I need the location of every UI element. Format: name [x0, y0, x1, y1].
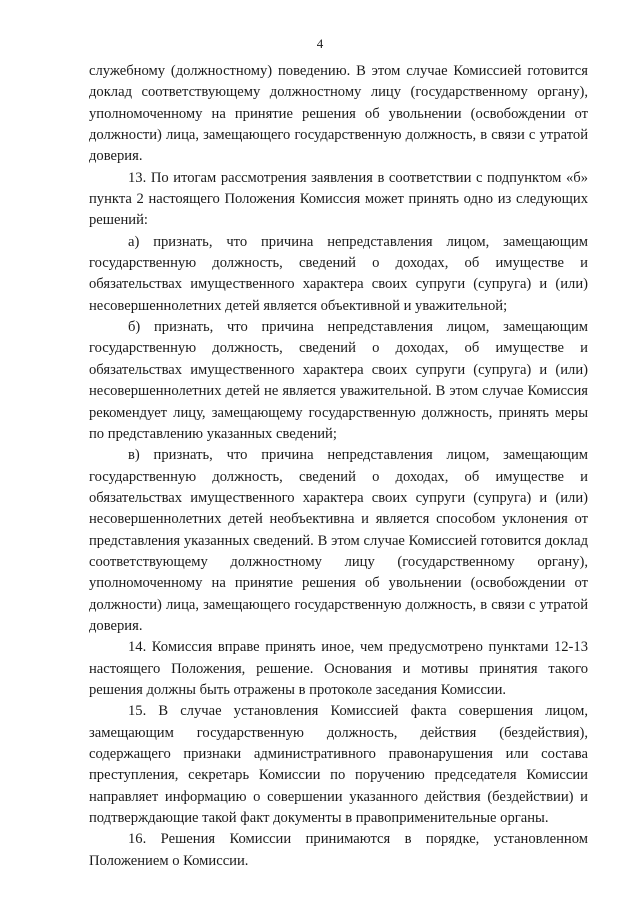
paragraph-continuation: служебному (должностному) поведению. В этом случае Комиссией готовится доклад соответствующему должностному лицу (государственному органу), уполномоченному на принятие решения об увольнении (освобождении от должности) лица, замещающего государственную должность, в связи с утратой доверия.	[89, 63, 588, 165]
page-number: 4	[316, 36, 324, 51]
paragraph-item-13a: а) признать, что причина непредставления лицом, замещающим государственную должность, сведений о доходах, об имуществе и обязательствах имущественного характера своих супруги (супруга) и (или) несовершеннолетних детей является объективной и уважительной;	[89, 233, 588, 314]
paragraph-item-16: 16. Решения Комиссии принимаются в порядке, установленном Положением о Комиссии.	[89, 831, 588, 869]
paragraph-item-13v: в) признать, что причина непредставления лицом, замещающим государственную должность, сведений о доходах, об имуществе и обязательствах имущественного характера своих супруги (супруга) и (или) несовершеннолетних детей необъективна и является способом уклонения от представления указанных сведений. В этом случае Комиссией готовится доклад соответствующему должностному лицу (государственному органу), уполномоченному на принятие решения об увольнении (освобождении от должности) лица, замещающего государственную должность, в связи с утратой доверия.	[89, 447, 588, 634]
paragraph-item-14: 14. Комиссия вправе принять иное, чем предусмотрено пунктами 12-13 настоящего Положения, решение. Основания и мотивы принятия такого решения должны быть отражены в протоколе заседания Комиссии.	[89, 639, 588, 698]
paragraph-item-13: 13. По итогам рассмотрения заявления в соответствии с подпунктом «б» пункта 2 настоящего Положения Комиссия может принять одно из следующих решений:	[89, 169, 588, 229]
paragraph-item-13b: б) признать, что причина непредставления лицом, замещающим государственную должность, сведений о доходах, об имуществе и обязательствах имущественного характера своих супруги (супруга) и (или) несовершеннолетних детей не является уважительной. В этом случае Комиссия рекомендует лицу, замещающему государственную должность, принять меры по представлению указанных сведений;	[89, 319, 588, 442]
document-body	[89, 61, 588, 872]
paragraph-item-15: 15. В случае установления Комиссией факта совершения лицом, замещающим государственную должность, действия (бездействия), содержащего признаки административного правонарушения или состава преступления, секретарь Комиссии по поручению председателя Комиссии направляет информацию о совершении указанного действия (бездействии) и подтверждающие такой факт документы в правоприменительные органы.	[89, 703, 588, 827]
